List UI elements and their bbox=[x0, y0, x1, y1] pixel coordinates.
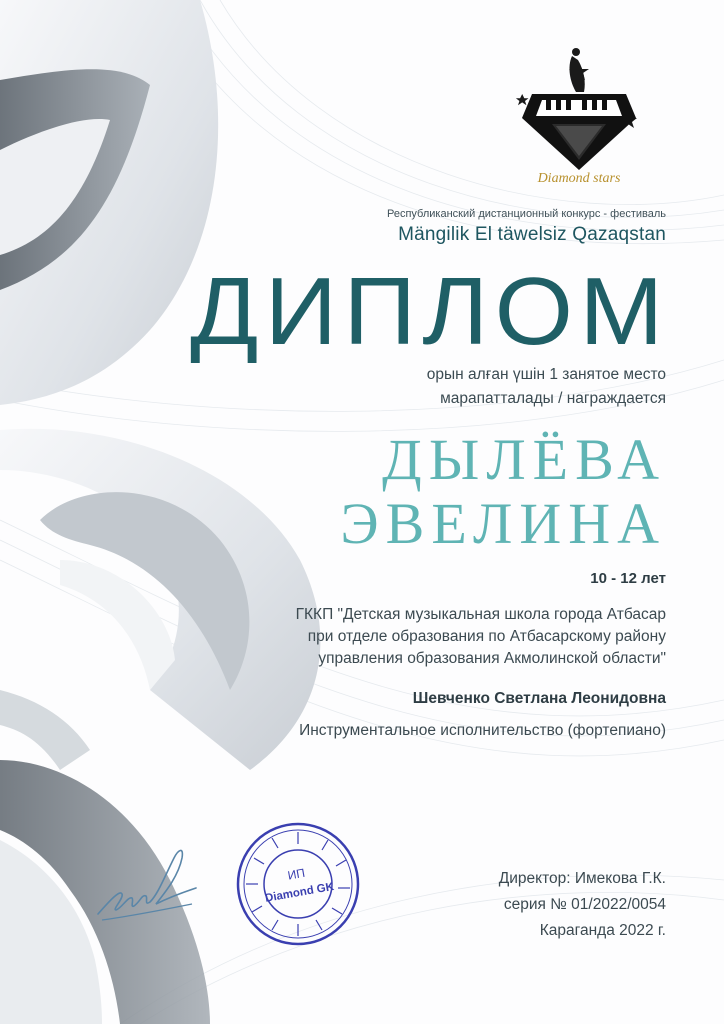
nomination: Инструментальное исполнительство (фортепиано) bbox=[299, 722, 666, 739]
school-line-2: при отделе образования по Атбасарскому району bbox=[307, 628, 666, 645]
handwritten-signature bbox=[92, 838, 202, 928]
recipient-first-name: ЭВЕЛИНА bbox=[340, 491, 666, 556]
diamond-stars-logo bbox=[512, 42, 646, 190]
series-number: серия № 01/2022/0054 bbox=[503, 896, 666, 913]
school-line-3: управления образования Акмолинской области" bbox=[318, 650, 666, 667]
school-name bbox=[296, 604, 666, 670]
director: Директор: Имекова Г.К. bbox=[498, 870, 666, 887]
teacher-name: Шевченко Светлана Леонидовна bbox=[412, 690, 666, 707]
footer-block bbox=[499, 866, 666, 944]
award-line-1: орын алған үшін 1 занятое место bbox=[426, 366, 666, 383]
diploma-title: ДИПЛОМ bbox=[190, 258, 670, 365]
star-icon bbox=[516, 94, 529, 105]
round-stamp bbox=[232, 818, 364, 950]
stamp-text-1: ИП bbox=[286, 865, 306, 883]
stamp-text-2: Diamond GK bbox=[264, 880, 335, 905]
age-group: 10 - 12 лет bbox=[590, 570, 666, 587]
school-line-1: ГККП "Детская музыкальная школа города Атбасар bbox=[295, 606, 666, 623]
recipient-surname: ДЫЛЁВА bbox=[382, 427, 666, 492]
logo-text: Diamond stars bbox=[537, 171, 621, 186]
city-year: Караганда 2022 г. bbox=[539, 922, 666, 939]
award-line-2: марапатталады / награждается bbox=[440, 390, 666, 407]
festival-title: Mängilik El täwelsiz Qazaqstan bbox=[398, 224, 666, 245]
festival-subtitle: Республиканский дистанционный конкурс - фестиваль bbox=[387, 208, 666, 220]
